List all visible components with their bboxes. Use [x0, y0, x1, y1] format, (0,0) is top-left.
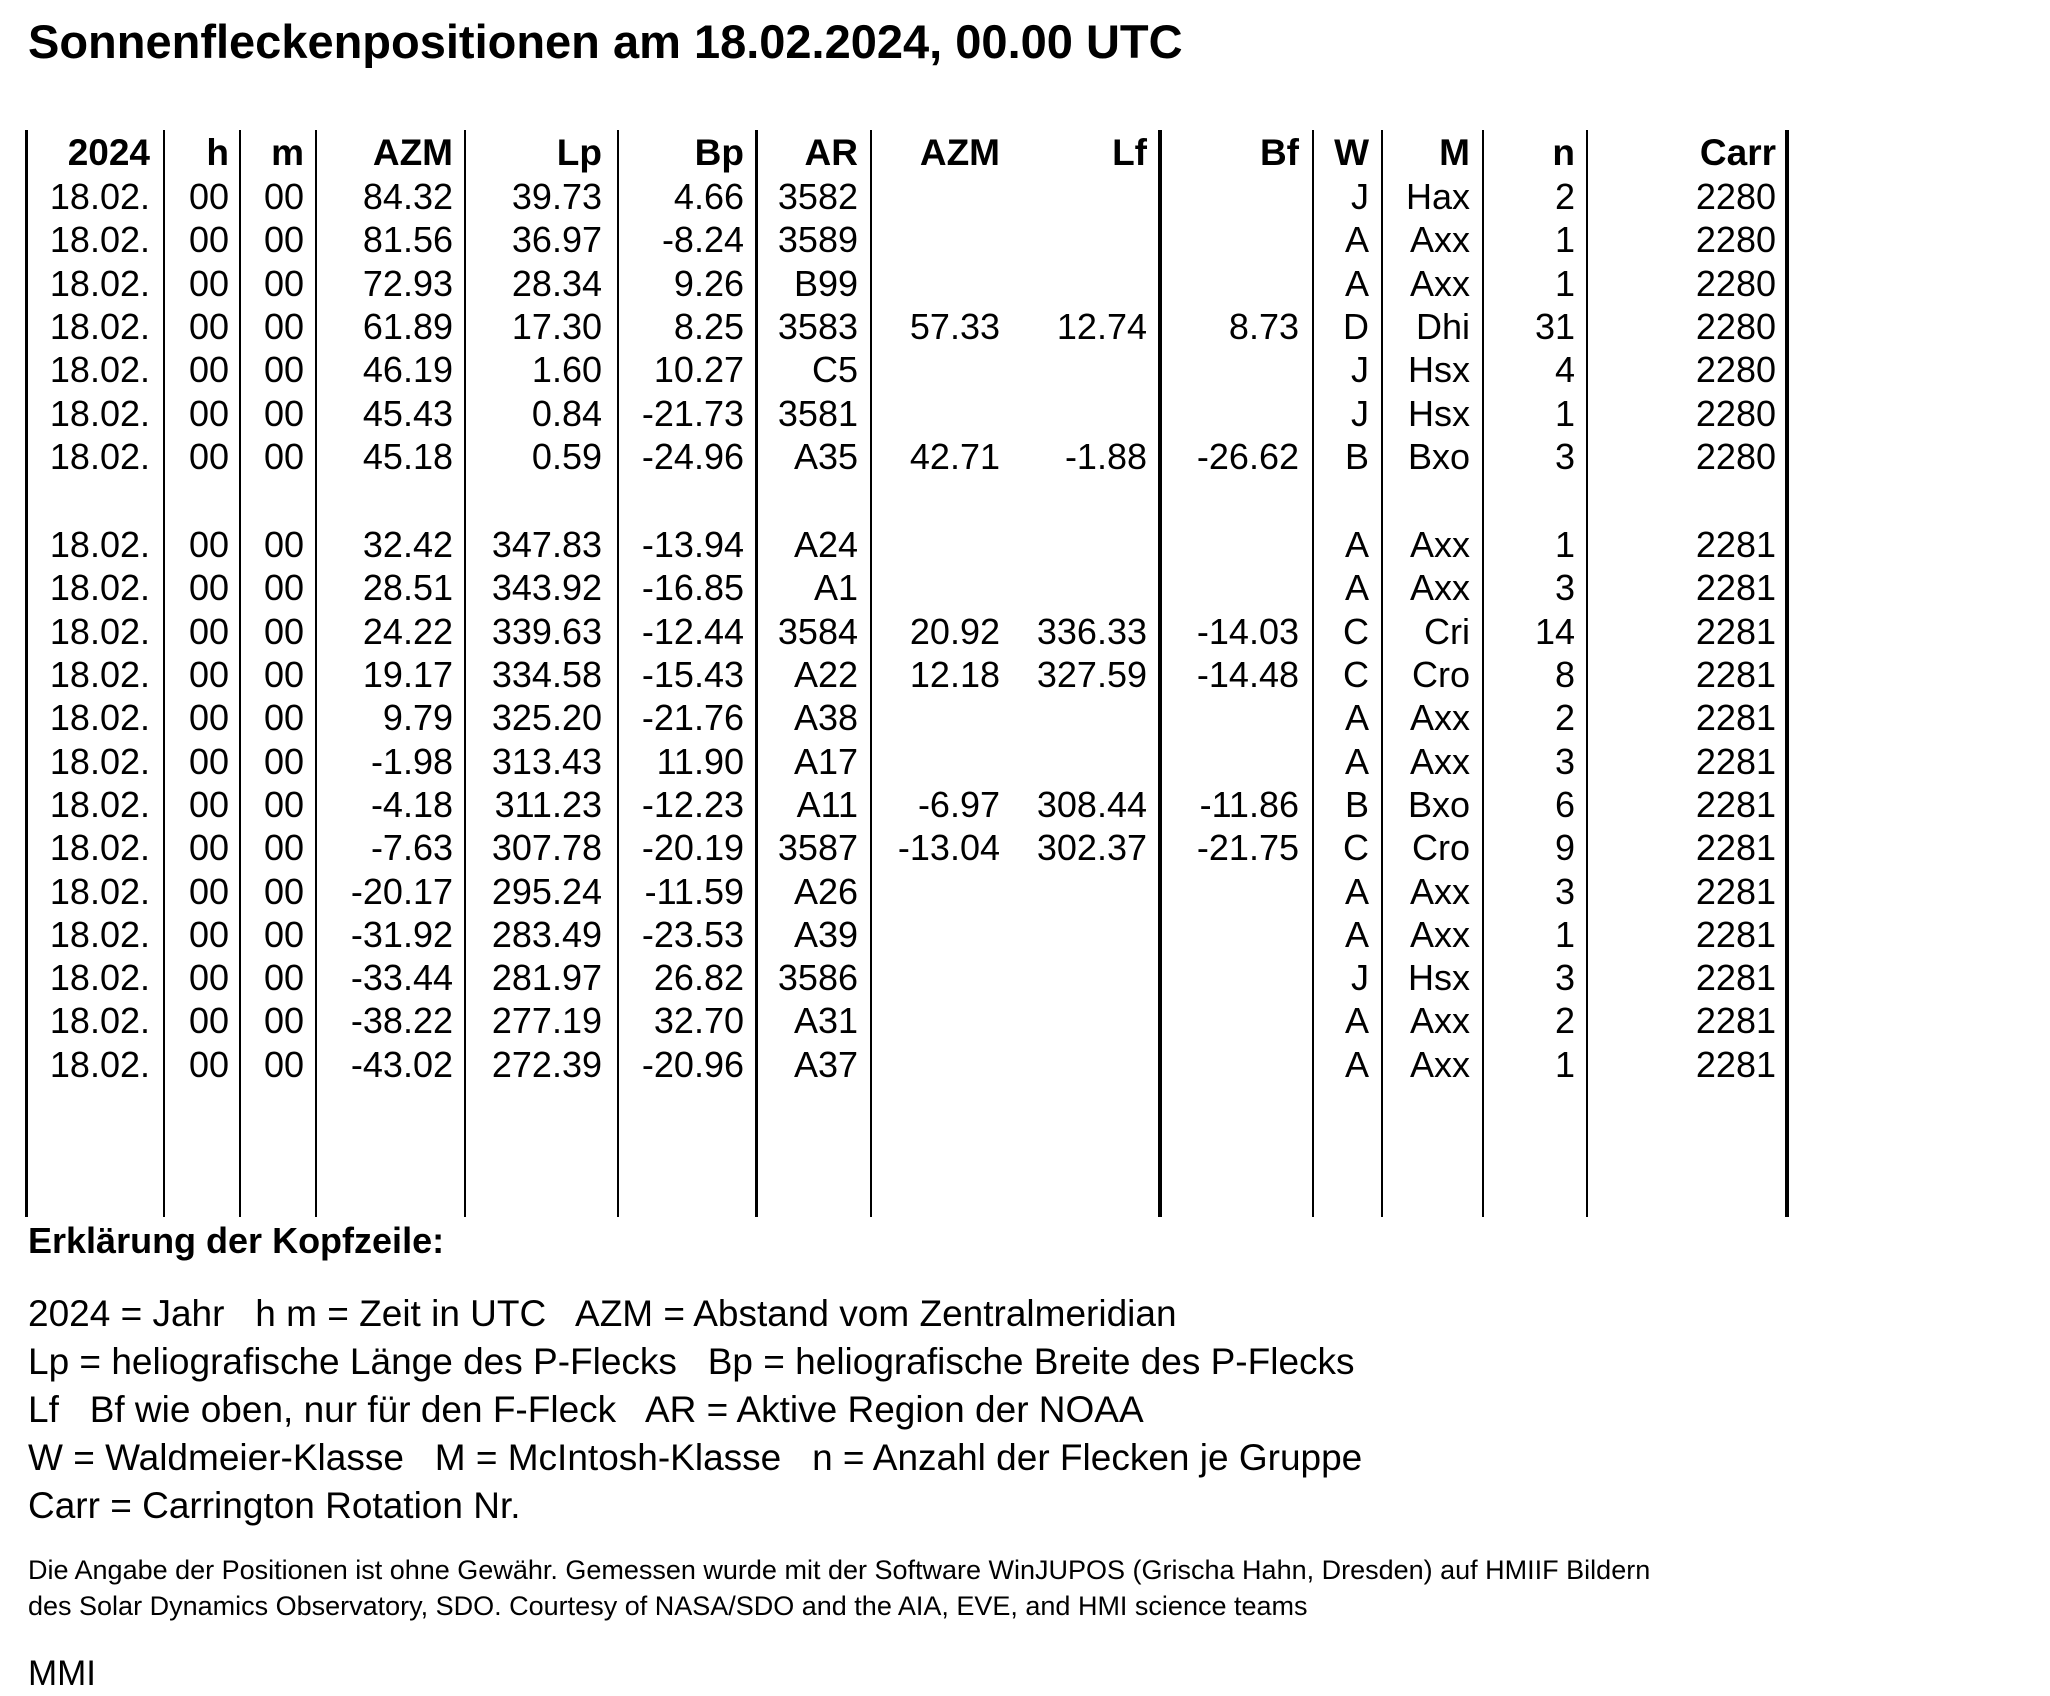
table-cell-ar: 3587 — [777, 827, 858, 869]
table-cell-spot-count: 1 — [1554, 913, 1575, 955]
table-cell-lf: -1.88 — [1064, 435, 1147, 477]
column-header-minute: m — [271, 132, 304, 173]
column-divider — [25, 130, 28, 1217]
table-cell-mcintosh: Axx — [1409, 524, 1470, 566]
table-cell-spot-count: 1 — [1554, 219, 1575, 261]
column-divider — [870, 130, 872, 1217]
table-cell-azm-p: 84.32 — [362, 176, 453, 217]
table-cell-lp: 0.84 — [531, 392, 602, 434]
table-cell-carrington: 2281 — [1695, 524, 1776, 566]
table-cell-lp: 307.78 — [491, 827, 602, 869]
table-cell-waldmeier: A — [1344, 697, 1369, 739]
table-cell-waldmeier: B — [1344, 783, 1369, 825]
table-cell-bp: -12.23 — [641, 783, 744, 825]
table-cell-bf: -26.62 — [1196, 435, 1299, 477]
table-cell-hour: 00 — [188, 870, 229, 912]
table-cell-azm-p: -20.17 — [350, 870, 453, 912]
table-cell-lf: 308.44 — [1036, 783, 1147, 825]
table-cell-hour: 00 — [188, 392, 229, 434]
table-cell-mcintosh: Axx — [1409, 262, 1470, 304]
table-cell-carrington: 2280 — [1695, 349, 1776, 391]
table-cell-year: 18.02. — [49, 435, 150, 477]
table-cell-minute: 00 — [263, 827, 304, 869]
table-cell-hour: 00 — [188, 654, 229, 695]
table-cell-mcintosh: Hsx — [1408, 349, 1470, 391]
table-cell-mcintosh: Hsx — [1408, 392, 1470, 434]
table-cell-azm-p: 28.51 — [362, 567, 453, 609]
table-cell-spot-count: 1 — [1554, 392, 1575, 434]
table-cell-minute: 00 — [263, 349, 304, 391]
table-cell-year: 18.02. — [49, 1000, 150, 1042]
table-cell-year: 18.02. — [49, 392, 150, 434]
table-cell-hour: 00 — [188, 219, 229, 261]
table-cell-bf: -14.48 — [1196, 654, 1299, 695]
column-divider — [239, 130, 241, 1217]
table-cell-azm-p: -4.18 — [370, 783, 453, 825]
table-cell-lp: 347.83 — [491, 524, 602, 566]
table-cell-lp: 339.63 — [491, 610, 602, 652]
table-cell-azm-p: 46.19 — [362, 349, 453, 391]
table-cell-hour: 00 — [188, 176, 229, 217]
table-cell-mcintosh: Axx — [1409, 219, 1470, 261]
table-cell-carrington: 2281 — [1695, 913, 1776, 955]
table-cell-bp: -24.96 — [641, 435, 744, 477]
table-cell-azm-f: 42.71 — [909, 435, 1000, 477]
column-divider — [1381, 130, 1383, 1217]
table-cell-hour: 00 — [188, 740, 229, 782]
column-divider — [315, 130, 317, 1217]
table-cell-bp: -16.85 — [641, 567, 744, 609]
table-cell-bp: -11.59 — [644, 870, 744, 912]
table-cell-hour: 00 — [188, 697, 229, 739]
table-cell-ar: A38 — [793, 697, 858, 739]
table-cell-waldmeier: C — [1343, 654, 1369, 695]
table-cell-spot-count: 3 — [1554, 740, 1575, 782]
table-cell-minute: 00 — [263, 697, 304, 739]
table-cell-bp: -23.53 — [641, 913, 744, 955]
table-cell-minute: 00 — [263, 913, 304, 955]
table-cell-year: 18.02. — [49, 783, 150, 825]
column-header-ar: AR — [804, 132, 858, 173]
table-cell-hour: 00 — [188, 610, 229, 652]
table-cell-waldmeier: J — [1351, 349, 1369, 391]
table-cell-ar: A1 — [813, 567, 858, 609]
table-cell-year: 18.02. — [49, 349, 150, 391]
table-cell-hour: 00 — [188, 827, 229, 869]
table-cell-spot-count: 1 — [1554, 524, 1575, 566]
table-cell-bp: 4.66 — [673, 176, 744, 217]
column-divider — [464, 130, 466, 1217]
table-cell-spot-count: 2 — [1554, 176, 1575, 217]
table-cell-ar: C5 — [811, 349, 858, 391]
column-header-azm-p: AZM — [372, 132, 453, 173]
table-cell-mcintosh: Cri — [1424, 610, 1470, 652]
table-cell-mcintosh: Axx — [1409, 1043, 1470, 1085]
table-cell-ar: 3581 — [777, 392, 858, 434]
table-cell-year: 18.02. — [49, 697, 150, 739]
table-cell-hour: 00 — [188, 435, 229, 477]
table-cell-carrington: 2280 — [1695, 305, 1776, 347]
table-cell-lp: 39.73 — [511, 176, 602, 217]
table-cell-mcintosh: Axx — [1409, 870, 1470, 912]
table-cell-carrington: 2281 — [1695, 1000, 1776, 1042]
table-cell-year: 18.02. — [49, 305, 150, 347]
column-header-hour: h — [206, 132, 229, 173]
table-cell-mcintosh: Cro — [1411, 827, 1470, 869]
table-cell-mcintosh: Cro — [1411, 654, 1470, 695]
table-cell-carrington: 2280 — [1695, 392, 1776, 434]
table-cell-year: 18.02. — [49, 827, 150, 869]
table-cell-waldmeier: A — [1344, 262, 1369, 304]
table-cell-minute: 00 — [263, 392, 304, 434]
legend-line: W = Waldmeier-Klasse M = McIntosh-Klasse n = Anzahl der Flecken je Gruppe — [28, 1437, 1363, 1478]
table-cell-azm-f: -13.04 — [897, 827, 1000, 869]
table-cell-carrington: 2281 — [1695, 1043, 1776, 1085]
table-cell-lp: 343.92 — [491, 567, 602, 609]
table-cell-ar: B99 — [793, 262, 858, 304]
table-cell-carrington: 2281 — [1695, 783, 1776, 825]
table-cell-lp: 295.24 — [491, 870, 602, 912]
table-cell-lf: 12.74 — [1056, 305, 1147, 347]
table-cell-lp: 281.97 — [491, 957, 602, 999]
table-cell-bp: 32.70 — [653, 1000, 744, 1042]
table-cell-lp: 36.97 — [511, 219, 602, 261]
table-cell-azm-p: 45.43 — [362, 392, 453, 434]
table-cell-azm-p: 19.17 — [362, 654, 453, 695]
table-cell-mcintosh: Dhi — [1415, 305, 1470, 347]
table-cell-waldmeier: A — [1344, 1000, 1369, 1042]
table-cell-waldmeier: J — [1351, 392, 1369, 434]
table-cell-spot-count: 14 — [1534, 610, 1575, 652]
table-cell-minute: 00 — [263, 740, 304, 782]
table-cell-minute: 00 — [263, 1043, 304, 1085]
table-cell-waldmeier: C — [1343, 610, 1369, 652]
column-divider — [163, 130, 165, 1217]
table-cell-ar: A26 — [793, 870, 858, 912]
table-cell-hour: 00 — [188, 957, 229, 999]
table-cell-year: 18.02. — [49, 740, 150, 782]
table-cell-year: 18.02. — [49, 524, 150, 566]
table-cell-bf: -11.86 — [1199, 783, 1299, 825]
table-cell-year: 18.02. — [49, 654, 150, 695]
table-cell-lp: 0.59 — [531, 435, 602, 477]
table-cell-azm-p: -33.44 — [350, 957, 453, 999]
table-cell-bp: 10.27 — [653, 349, 744, 391]
column-header-lf: Lf — [1112, 132, 1147, 173]
table-cell-year: 18.02. — [49, 913, 150, 955]
table-cell-bp: -21.73 — [641, 392, 744, 434]
page-title: Sonnenfleckenpositionen am 18.02.2024, 00.00 UTC — [28, 15, 1183, 68]
table-cell-mcintosh: Axx — [1409, 697, 1470, 739]
legend-line: Lp = heliografische Länge des P-Flecks Bp = heliografische Breite des P-Flecks — [28, 1341, 1355, 1382]
table-cell-carrington: 2280 — [1695, 176, 1776, 217]
table-cell-waldmeier: C — [1343, 827, 1369, 869]
table-cell-lp: 311.23 — [494, 783, 602, 825]
table-cell-carrington: 2281 — [1695, 567, 1776, 609]
table-cell-carrington: 2281 — [1695, 654, 1776, 695]
table-cell-bp: 26.82 — [653, 957, 744, 999]
table-cell-azm-p: -31.92 — [350, 913, 453, 955]
column-divider — [755, 130, 758, 1217]
table-cell-waldmeier: A — [1344, 870, 1369, 912]
table-cell-carrington: 2281 — [1695, 827, 1776, 869]
table-cell-hour: 00 — [188, 913, 229, 955]
table-cell-mcintosh: Hsx — [1408, 957, 1470, 999]
table-cell-minute: 00 — [263, 219, 304, 261]
table-cell-minute: 00 — [263, 654, 304, 695]
table-cell-waldmeier: D — [1343, 305, 1369, 347]
table-cell-lp: 277.19 — [491, 1000, 602, 1042]
table-cell-mcintosh: Bxo — [1407, 435, 1470, 477]
table-cell-spot-count: 3 — [1554, 870, 1575, 912]
table-cell-hour: 00 — [188, 349, 229, 391]
table-cell-year: 18.02. — [49, 176, 150, 217]
disclaimer-line: des Solar Dynamics Observatory, SDO. Courtesy of NASA/SDO and the AIA, EVE, and HMI science teams — [28, 1591, 1308, 1621]
table-cell-azm-f: 20.92 — [909, 610, 1000, 652]
table-cell-bp: -21.76 — [641, 697, 744, 739]
table-cell-ar: 3583 — [777, 305, 858, 347]
table-cell-carrington: 2281 — [1695, 740, 1776, 782]
table-cell-carrington: 2280 — [1695, 219, 1776, 261]
table-cell-hour: 00 — [188, 1000, 229, 1042]
table-cell-hour: 00 — [188, 305, 229, 347]
table-cell-waldmeier: A — [1344, 524, 1369, 566]
table-cell-bp: 11.90 — [656, 740, 744, 782]
table-cell-azm-p: 72.93 — [362, 262, 453, 304]
table-cell-hour: 00 — [188, 783, 229, 825]
legend-line: 2024 = Jahr h m = Zeit in UTC AZM = Abstand vom Zentralmeridian — [28, 1293, 1177, 1334]
column-divider — [1586, 130, 1588, 1217]
table-cell-carrington: 2281 — [1695, 957, 1776, 999]
table-cell-lf: 302.37 — [1036, 827, 1147, 869]
table-cell-bp: -20.96 — [641, 1043, 744, 1085]
table-cell-minute: 00 — [263, 305, 304, 347]
table-cell-azm-p: -38.22 — [350, 1000, 453, 1042]
table-cell-waldmeier: A — [1344, 1043, 1369, 1085]
table-cell-ar: A35 — [793, 435, 858, 477]
table-cell-waldmeier: A — [1344, 740, 1369, 782]
table-cell-minute: 00 — [263, 1000, 304, 1042]
table-cell-ar: A39 — [793, 913, 858, 955]
disclaimer-line: Die Angabe der Positionen ist ohne Gewähr. Gemessen wurde mit der Software WinJUPOS (Grischa Hahn, Dresden) auf HMIIF Bildern — [28, 1555, 1651, 1585]
table-cell-azm-f: 57.33 — [909, 305, 1000, 347]
table-cell-azm-p: -7.63 — [370, 827, 453, 869]
column-divider — [1158, 130, 1162, 1217]
table-cell-carrington: 2280 — [1695, 435, 1776, 477]
table-cell-azm-p: 61.89 — [362, 305, 453, 347]
table-cell-waldmeier: J — [1351, 957, 1369, 999]
table-cell-carrington: 2281 — [1695, 610, 1776, 652]
column-divider — [1312, 130, 1314, 1217]
table-cell-year: 18.02. — [49, 567, 150, 609]
column-header-carrington: Carr — [1699, 132, 1776, 173]
legend-line: Carr = Carrington Rotation Nr. — [28, 1485, 521, 1526]
column-header-bp: Bp — [694, 132, 744, 173]
table-cell-spot-count: 4 — [1554, 349, 1575, 391]
table-cell-carrington: 2280 — [1695, 262, 1776, 304]
table-cell-waldmeier: J — [1351, 176, 1369, 217]
column-header-spot-count: n — [1552, 132, 1575, 173]
column-header-bf: Bf — [1259, 132, 1299, 173]
table-cell-hour: 00 — [188, 1043, 229, 1085]
table-cell-bf: 8.73 — [1228, 305, 1299, 347]
table-cell-bf: -21.75 — [1196, 827, 1299, 869]
table-cell-minute: 00 — [263, 610, 304, 652]
table-cell-lp: 334.58 — [491, 654, 602, 695]
table-cell-lp: 17.30 — [511, 305, 602, 347]
table-cell-lp: 272.39 — [491, 1043, 602, 1085]
table-cell-azm-f: -6.97 — [917, 783, 1000, 825]
table-cell-azm-p: 45.18 — [362, 435, 453, 477]
table-cell-ar: A22 — [793, 654, 858, 695]
table-cell-bp: -15.43 — [641, 654, 744, 695]
column-header-year: 2024 — [67, 132, 150, 173]
table-cell-bp: -13.94 — [641, 524, 744, 566]
table-cell-spot-count: 2 — [1554, 697, 1575, 739]
table-cell-azm-p: 81.56 — [362, 219, 453, 261]
table-cell-carrington: 2281 — [1695, 697, 1776, 739]
table-cell-spot-count: 6 — [1554, 783, 1575, 825]
column-header-waldmeier: W — [1334, 132, 1369, 173]
table-cell-lp: 325.20 — [491, 697, 602, 739]
table-cell-lp: 313.43 — [491, 740, 602, 782]
table-cell-mcintosh: Axx — [1409, 1000, 1470, 1042]
table-cell-year: 18.02. — [49, 957, 150, 999]
table-cell-bp: -12.44 — [641, 610, 744, 652]
column-divider — [1482, 130, 1484, 1217]
table-cell-bp: -20.19 — [641, 827, 744, 869]
table-cell-mcintosh: Axx — [1409, 740, 1470, 782]
table-cell-spot-count: 2 — [1554, 1000, 1575, 1042]
table-cell-spot-count: 1 — [1554, 1043, 1575, 1085]
table-cell-bf: -14.03 — [1196, 610, 1299, 652]
table-cell-mcintosh: Hax — [1405, 176, 1470, 217]
table-cell-year: 18.02. — [49, 1043, 150, 1085]
table-cell-minute: 00 — [263, 176, 304, 217]
table-cell-minute: 00 — [263, 524, 304, 566]
table-cell-minute: 00 — [263, 870, 304, 912]
table-cell-ar: A37 — [793, 1043, 858, 1085]
legend — [28, 1290, 1362, 1530]
column-header-mcintosh: M — [1439, 132, 1470, 173]
table-cell-hour: 00 — [188, 262, 229, 304]
legend-line: Lf Bf wie oben, nur für den F-Fleck AR = Aktive Region der NOAA — [28, 1389, 1144, 1430]
table-cell-spot-count: 3 — [1554, 435, 1575, 477]
table-cell-year: 18.02. — [49, 870, 150, 912]
table-cell-hour: 00 — [188, 524, 229, 566]
table-cell-azm-p: -1.98 — [370, 740, 453, 782]
table-cell-minute: 00 — [263, 435, 304, 477]
table-cell-waldmeier: A — [1344, 913, 1369, 955]
disclaimer — [28, 1552, 1650, 1624]
table-cell-minute: 00 — [263, 262, 304, 304]
table-cell-spot-count: 31 — [1534, 305, 1575, 347]
table-cell-ar: 3584 — [777, 610, 858, 652]
column-header-azm-f: AZM — [919, 132, 1000, 173]
table-cell-year: 18.02. — [49, 219, 150, 261]
table-cell-azm-p: 32.42 — [362, 524, 453, 566]
table-cell-lf: 336.33 — [1036, 610, 1147, 652]
table-cell-minute: 00 — [263, 783, 304, 825]
table-cell-ar: 3589 — [777, 219, 858, 261]
table-cell-mcintosh: Axx — [1409, 567, 1470, 609]
table-cell-spot-count: 1 — [1554, 262, 1575, 304]
table-cell-year: 18.02. — [49, 262, 150, 304]
table-cell-waldmeier: A — [1344, 219, 1369, 261]
table-cell-ar: A24 — [793, 524, 858, 566]
table-cell-azm-p: 24.22 — [362, 610, 453, 652]
column-header-lp: Lp — [556, 132, 602, 173]
table-cell-bp: -8.24 — [661, 219, 744, 261]
table-cell-hour: 00 — [188, 567, 229, 609]
table-cell-lp: 1.60 — [531, 349, 602, 391]
table-cell-mcintosh: Bxo — [1407, 783, 1470, 825]
table-cell-minute: 00 — [263, 957, 304, 999]
table-cell-ar: 3582 — [777, 176, 858, 217]
table-cell-spot-count: 8 — [1554, 654, 1575, 695]
author-signature: MMI — [28, 1654, 97, 1693]
column-divider — [617, 130, 619, 1217]
table-cell-spot-count: 3 — [1554, 567, 1575, 609]
table-cell-azm-f: 12.18 — [909, 654, 1000, 695]
table-cell-azm-p: -43.02 — [350, 1043, 453, 1085]
table-cell-carrington: 2281 — [1695, 870, 1776, 912]
table-cell-mcintosh: Axx — [1409, 913, 1470, 955]
table-cell-ar: A11 — [796, 783, 858, 825]
table-cell-azm-p: 9.79 — [382, 697, 453, 739]
table-cell-lp: 28.34 — [511, 262, 602, 304]
table-cell-waldmeier: B — [1344, 435, 1369, 477]
table-cell-minute: 00 — [263, 567, 304, 609]
column-divider — [1785, 130, 1789, 1217]
table-cell-year: 18.02. — [49, 610, 150, 652]
table-cell-ar: 3586 — [777, 957, 858, 999]
table-cell-spot-count: 9 — [1554, 827, 1575, 869]
table-cell-lf: 327.59 — [1036, 654, 1147, 695]
table-cell-spot-count: 3 — [1554, 957, 1575, 999]
table-cell-bp: 9.26 — [673, 262, 744, 304]
table-cell-ar: A31 — [793, 1000, 858, 1042]
table-cell-ar: A17 — [793, 740, 858, 782]
table-cell-bp: 8.25 — [673, 305, 744, 347]
table-cell-lp: 283.49 — [491, 913, 602, 955]
table-cell-waldmeier: A — [1344, 567, 1369, 609]
legend-title: Erklärung der Kopfzeile: — [28, 1220, 445, 1261]
